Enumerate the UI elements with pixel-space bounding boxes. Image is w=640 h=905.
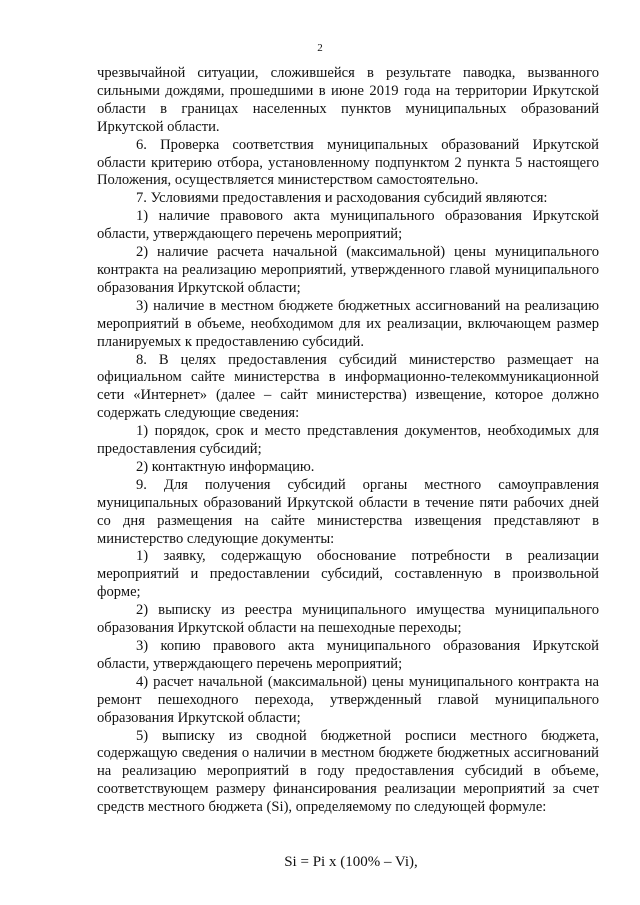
paragraph: 1) заявку, содержащую обоснование потребности в реализации мероприятий и предоставлении субсидий, составленную в произвольной форме; (97, 548, 599, 601)
paragraph: 6. Проверка соответствия муниципальных образований Иркутской области критерию отбора, установленному подпунктом 2 пункта 5 настоящего Положения, осуществляется министерством самостоятельно. (97, 136, 599, 189)
document-body (97, 65, 599, 817)
paragraph: 7. Условиями предоставления и расходования субсидий являются: (136, 190, 548, 207)
formula: Si = Pi x (100% – Vi), (284, 854, 418, 870)
paragraph: 2) контактную информацию. (136, 458, 315, 475)
paragraph: 3) наличие в местном бюджете бюджетных ассигнований на реализацию мероприятий в объеме, необходимом для их реализации, включающем размер планируемых к предоставлению субсидий. (97, 297, 599, 350)
paragraph: чрезвычайной ситуации, сложившейся в результате паводка, вызванного сильными дождями, прошедшими в июне 2019 года на территории Иркутской области в границах населенных пунктов муниципальных образований Иркутской области. (97, 65, 599, 135)
paragraph: 2) наличие расчета начальной (максимальной) цены муниципального контракта на реализацию мероприятий, утвержденного главой муниципального образования Иркутской области; (97, 244, 599, 296)
paragraph: 8. В целях предоставления субсидий министерство размещает на официальном сайте министерства в информационно-телекоммуникационной сети «Интернет» (далее – сайт министерства) извещение, которое должно содержать следующие сведения: (97, 351, 599, 422)
page-number: 2 (317, 42, 323, 54)
paragraph: 9. Для получения субсидий органы местного самоуправления муниципальных образований Иркутской области в течение пяти рабочих дней со дня размещения на сайте министерства извещения представляют в министерство следующие документы: (97, 476, 599, 547)
paragraph: 1) наличие правового акта муниципального образования Иркутской области, утверждающего перечень мероприятий; (97, 208, 599, 243)
paragraph: 4) расчет начальной (максимальной) цены муниципального контракта на ремонт пешеходного перехода, утвержденный главой муниципального образования Иркутской области; (97, 673, 599, 726)
paragraph: 5) выписку из сводной бюджетной росписи местного бюджета, содержащую сведения о наличии в местном бюджете бюджетных ассигнований на реализацию мероприятий в году предоставления субсидий в объеме, соответствующем размеру финансирования реализации мероприятий за счет средств местного бюджета (Si), определяемому по следующей формуле: (97, 727, 599, 816)
paragraph: 1) порядок, срок и место представления документов, необходимых для предоставления субсидий; (97, 423, 599, 458)
paragraph: 2) выписку из реестра муниципального имущества муниципального образования Иркутской области на пешеходные переходы; (97, 602, 599, 637)
paragraph: 3) копию правового акта муниципального образования Иркутской области, утверждающего перечень мероприятий; (97, 638, 599, 672)
